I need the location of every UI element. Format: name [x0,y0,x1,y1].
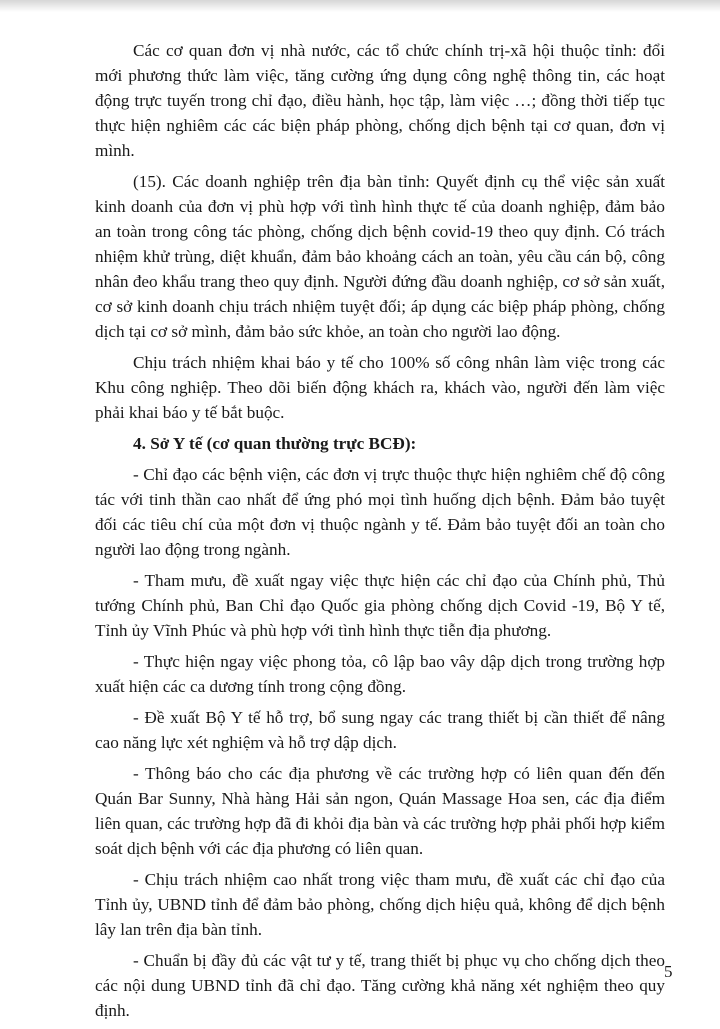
list-item: - Đề xuất Bộ Y tế hỗ trợ, bổ sung ngay các trang thiết bị cần thiết để nâng cao năng lực xét nghiệm và hỗ trợ dập dịch. [95,708,665,752]
list-item: - Chuẩn bị đầy đủ các vật tư y tế, trang thiết bị phục vụ cho chống dịch theo các nội dung UBND tỉnh đã chỉ đạo. Tăng cường khả năng xét nghiệm theo quy định. [95,951,665,1020]
scan-edge-shadow [0,0,720,12]
paragraph-state-agencies: Các cơ quan đơn vị nhà nước, các tổ chức chính trị-xã hội thuộc tỉnh: đổi mới phương thức làm việc, tăng cường ứng dụng công nghệ thông tin, các hoạt động trực tuyến trong chỉ đạo, điều hành, học tập, làm việc …; đồng thời tiếp tục thực hiện nghiêm các các biện pháp phòng, chống dịch bệnh tại cơ quan, đơn vị mình. [95,41,665,160]
section-heading: 4. Sở Y tế (cơ quan thường trực BCĐ): [133,434,417,453]
list-item: - Thông báo cho các địa phương về các trường hợp có liên quan đến đến Quán Bar Sunny, Nhà hàng Hải sản ngon, Quán Massage Hoa sen, các địa điểm liên quan, các trường hợp đã đi khỏi địa bàn và các trường hợp phải phối hợp kiểm soát dịch bệnh với các địa phương có liên quan. [95,764,666,858]
paragraph-enterprises: (15). Các doanh nghiệp trên địa bàn tỉnh: Quyết định cụ thể việc sản xuất kinh doanh của đơn vị phù hợp với tình hình thực tế của doanh nghiệp, đảm bảo an toàn trong công tác phòng, chống dịch bệnh covid-19 theo quy định. Có trách nhiệm khử trùng, diệt khuẩn, đảm bảo khoảng cách an toàn, yêu cầu cán bộ, công nhân đeo khẩu trang theo quy định. Người đứng đầu doanh nghiệp, cơ sở sản xuất, cơ sở kinh doanh chịu trách nhiệm tuyệt đối; áp dụng các biệp pháp phòng, chống dịch tại cơ sở mình, đảm bảo sức khỏe, an toàn cho người lao động. [95,172,665,341]
document-page [95,38,665,1029]
list-item: - Chỉ đạo các bệnh viện, các đơn vị trực thuộc thực hiện nghiêm chế độ công tác với tinh thần cao nhất để ứng phó mọi tình huống dịch bệnh. Đảm bảo tuyệt đối các tiêu chí của một đơn vị thuộc ngành y tế. Đảm bảo tuyệt đối an toàn cho người lao động trong ngành. [95,465,665,559]
list-item: - Chịu trách nhiệm cao nhất trong việc tham mưu, đề xuất các chỉ đạo của Tỉnh ủy, UBND tỉnh để đảm bảo phòng, chống dịch hiệu quả, không để dịch bệnh lây lan trên địa bàn tỉnh. [95,870,665,939]
page-number: 5 [664,962,673,981]
list-item: - Thực hiện ngay việc phong tỏa, cô lập bao vây dập dịch trong trường hợp xuất hiện các ca dương tính trong cộng đồng. [95,652,665,696]
list-item: - Tham mưu, đề xuất ngay việc thực hiện các chỉ đạo của Chính phủ, Thủ tướng Chính phủ, Ban Chỉ đạo Quốc gia phòng chống dịch Covid -19, Bộ Y tế, Tỉnh ủy Vĩnh Phúc và phù hợp với tình hình thực tiễn địa phương. [95,571,665,640]
paragraph-health-declaration: Chịu trách nhiệm khai báo y tế cho 100% số công nhân làm việc trong các Khu công nghiệp. Theo dõi biến động khách ra, khách vào, người đến làm việc phải khai báo y tế bắt buộc. [95,353,665,422]
